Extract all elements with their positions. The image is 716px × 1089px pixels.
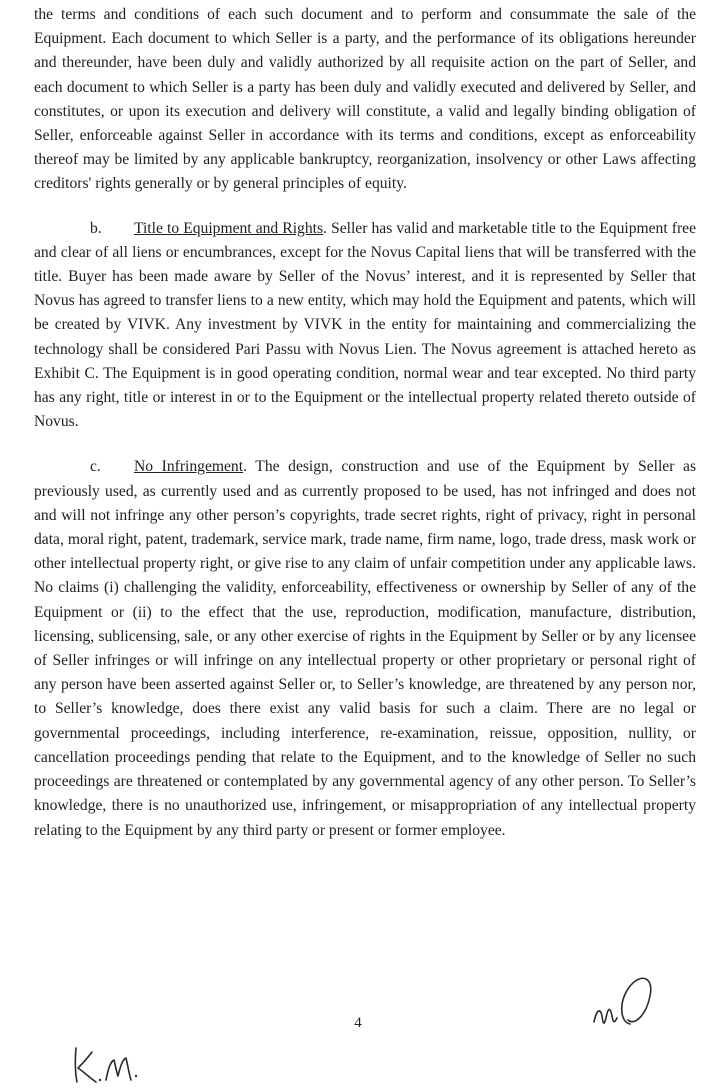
- section-b-paragraph: [34, 217, 696, 435]
- section-c-paragraph: [34, 455, 696, 842]
- continuation-paragraph: the terms and conditions of each such document and to perform and consummate the sale of the Equipment. Each document to which Seller is a party, and the performance of its obligations hereunder and thereunder, have been duly and validly authorized by all requisite action on the part of Seller, and each document to which Seller is a party has been duly and validly executed and delivered by Seller, and constitutes, or upon its execution and delivery will constitute, a valid and legally binding obligation of Seller, enforceable against Seller in accordance with its terms and conditions, except as enforceability thereof may be limited by any applicable bankruptcy, reorganization, insolvency or other Laws affecting creditors' rights generally or by general principles of equity.: [34, 6, 696, 193]
- section-b-marker: b.: [90, 219, 102, 237]
- section-b-body: . Seller has valid and marketable title to the Equipment free and clear of all liens or encumbrances, except for the Novus Capital liens that will be transferred with the title. Buyer has been made aware by Seller of the Novus’ interest, and it is represented by Seller that Novus has agreed to transfer liens to a new entity, which may hold the Equipment and patents, which will be created by VIVK. Any investment by VIVK in the entity for maintaining and commercializing the technology shall be considered Pari Passu with Novus Lien. The Novus agreement is attached hereto as Exhibit C. The Equipment is in good operating condition, normal wear and tear excepted. No third party has any right, title or interest in or to the Equipment or the intellectual property related thereto outside of Novus.: [34, 219, 697, 431]
- document-page: [34, 0, 696, 843]
- handwritten-initials-right: [590, 972, 670, 1038]
- page-number: 4: [354, 1015, 362, 1031]
- section-c-heading: No Infringement: [134, 458, 244, 476]
- section-c-body: . The design, construction and use of the Equipment by Seller as previously used, as currently used and as currently proposed to be used, has not infringed and does not and will not infringe any other person’s copyrights, trade secret rights, right of privacy, right in personal data, moral right, patent, trademark, service mark, trade name, firm name, logo, trade dress, mask work or other intellectual property right, or give rise to any claim of unfair competition under any applicable laws. No claims (i) challenging the validity, enforceability, effectiveness or ownership by Seller of any of the Equipment or (ii) to the effect that the use, reproduction, modification, manufacture, distribution, licensing, sublicensing, sale, or any other exercise of rights in the Equipment by Seller or by any licensee of Seller infringes or will infringe on any intellectual property or other proprietary or personal right of any person have been asserted against Seller or, to Seller’s knowledge, are threatened by any person nor, to Seller’s knowledge, does there exist any valid basis for such a claim. There are no legal or governmental proceedings, including interference, re-examination, reissue, opposition, nullity, or cancellation proceedings pending that relate to the Equipment, and to the knowledge of Seller no such proceedings are threatened or contemplated by any governmental agency of any other person. To Seller’s knowledge, there is no unauthorized use, infringement, or misappropriation of any intellectual property relating to the Equipment by any third party or present or former employee.: [34, 458, 697, 839]
- handwritten-initials-left: [70, 1040, 170, 1084]
- section-c-marker: c.: [90, 458, 101, 476]
- section-b-heading: Title to Equipment and Rights: [134, 219, 324, 237]
